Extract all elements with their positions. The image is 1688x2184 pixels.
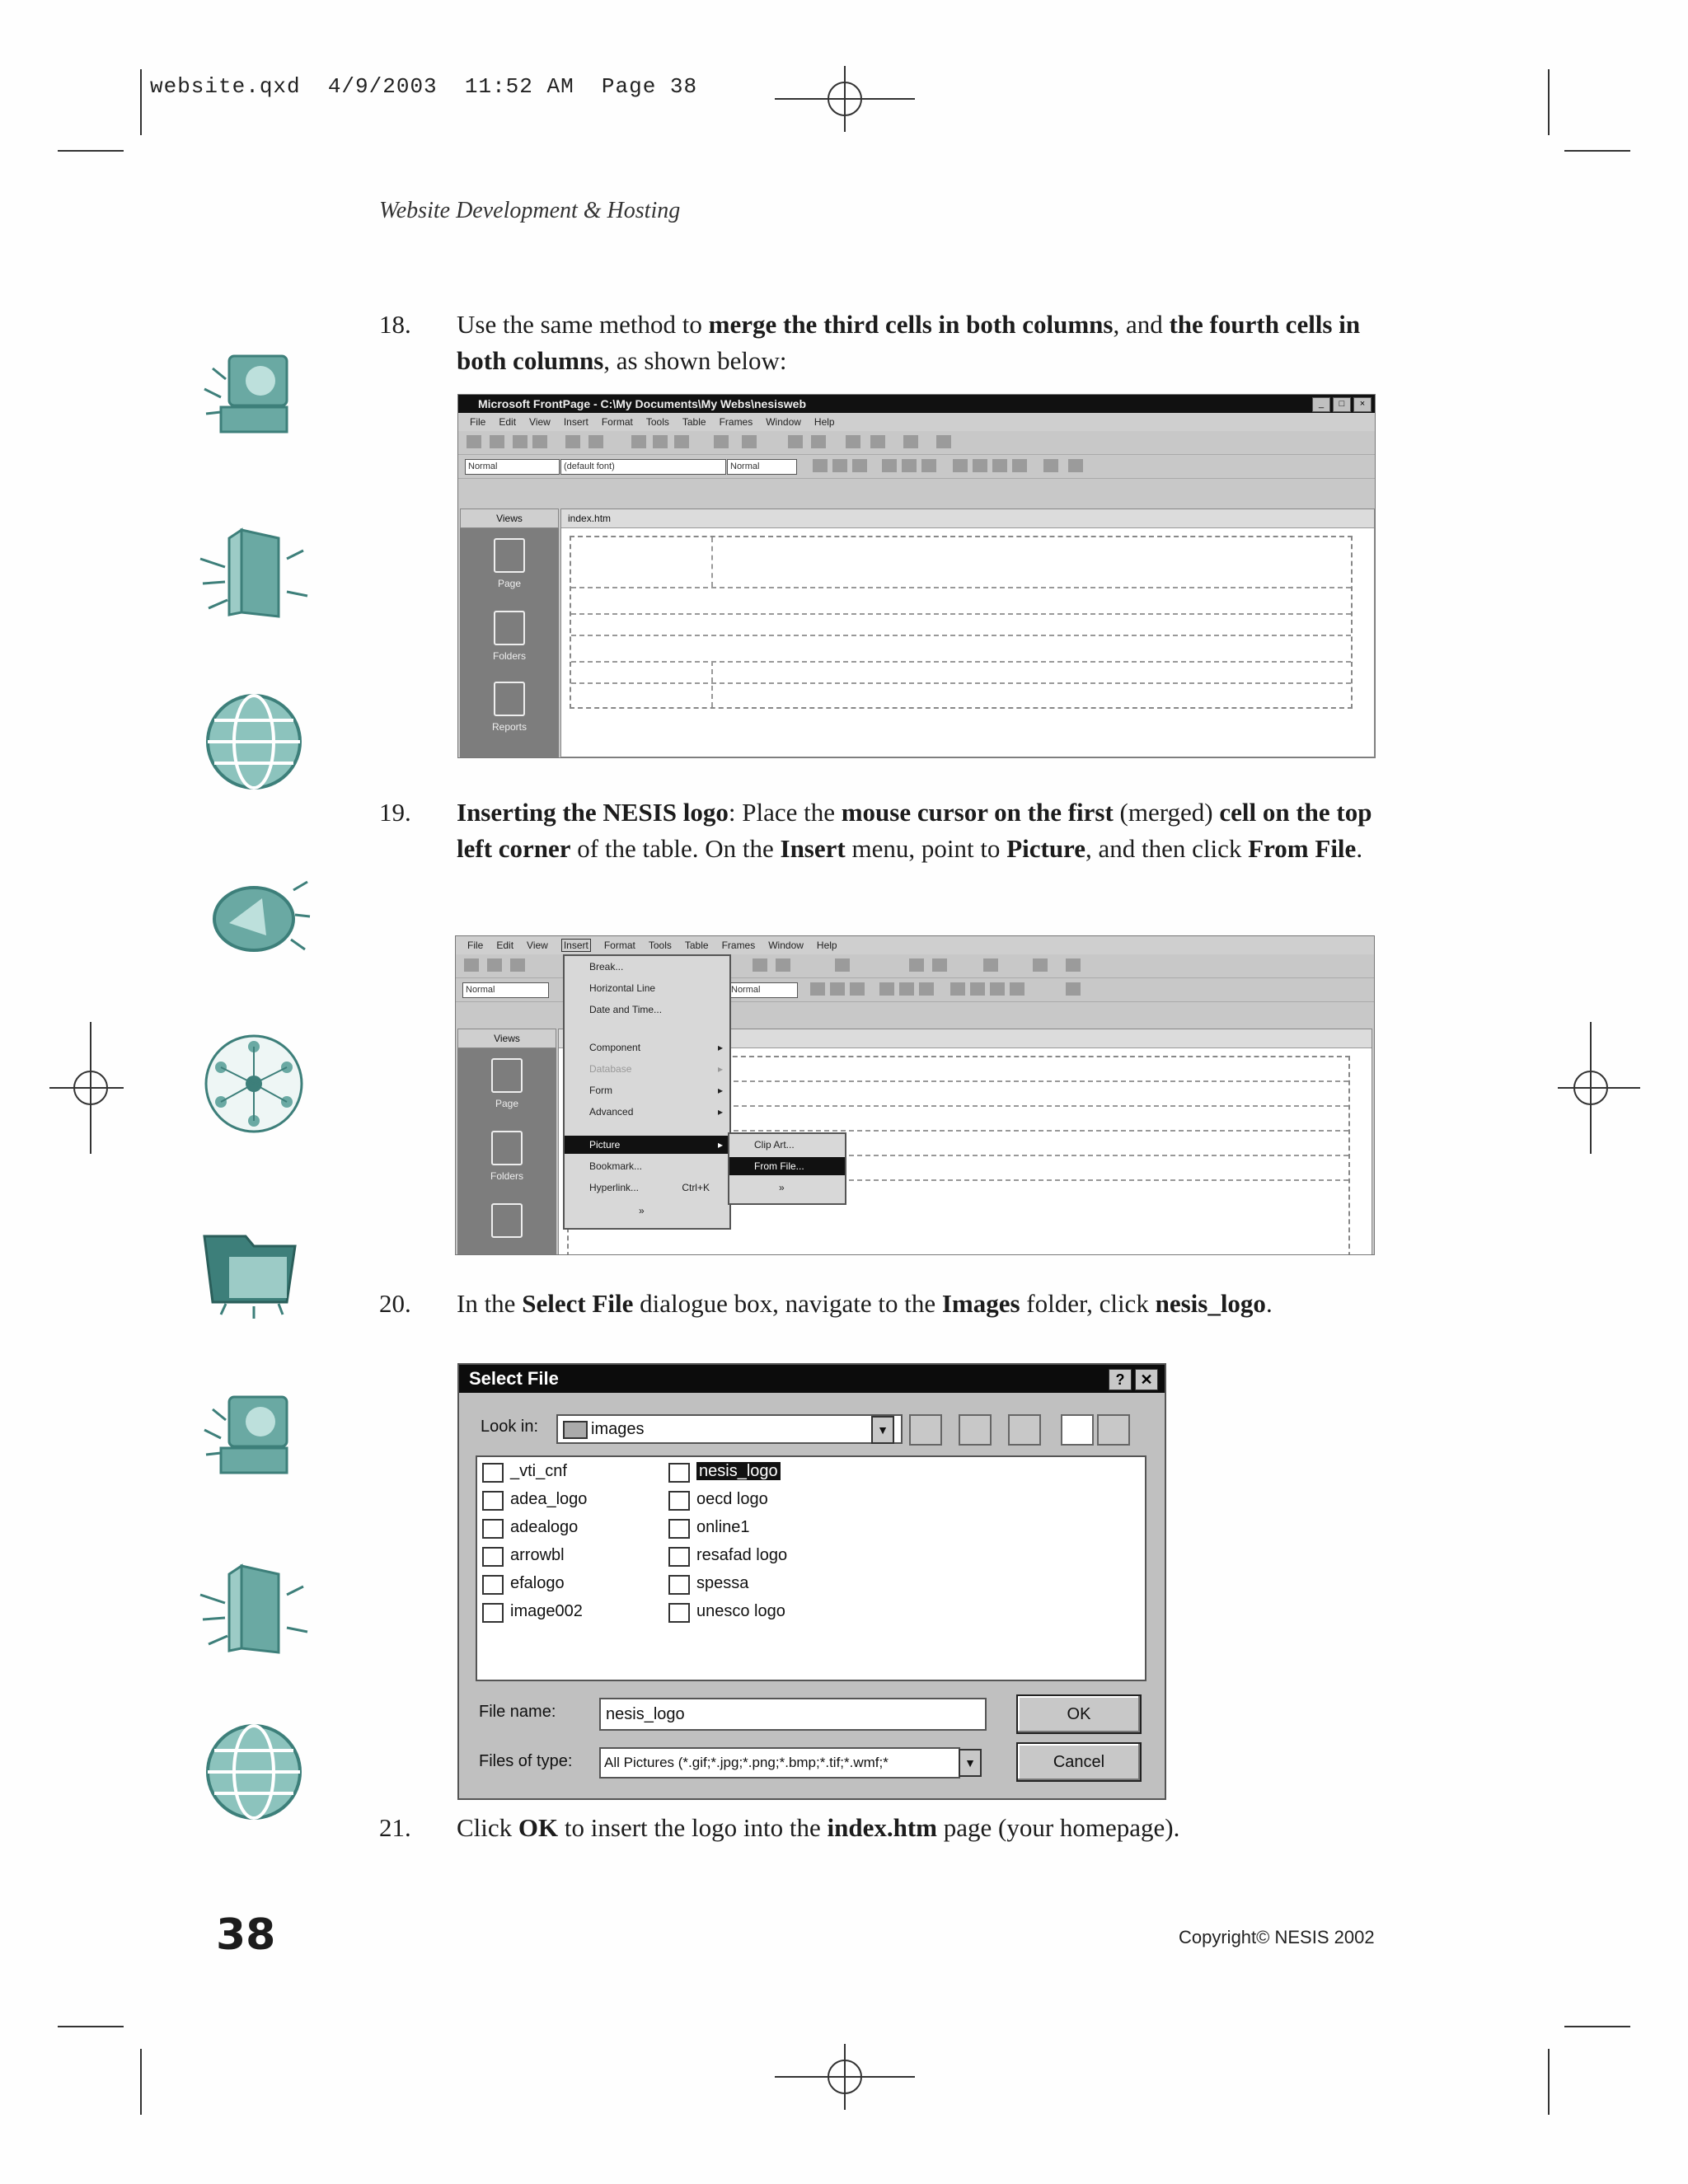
emphasis-text: Images [941,1289,1020,1318]
file-item[interactable]: online1 [667,1515,750,1540]
folder-icon [196,1212,312,1327]
step-text-run: menu, point to [845,834,1007,863]
emphasis-text: From File [1248,834,1357,863]
step-text-run: , and then click [1085,834,1249,863]
align-center-icon[interactable] [899,982,914,996]
folder-view-icon [491,1131,523,1165]
table-row-divider [571,635,1351,636]
page-view-icon [491,1058,523,1093]
outdent-icon[interactable] [992,459,1007,472]
emphasis-text: nesis_logo [1155,1289,1266,1318]
bullets-icon[interactable] [973,459,987,472]
reports-view-icon [491,1203,523,1238]
table-row-divider [571,661,1351,663]
step-text-run: : Place the [728,798,842,827]
emphasis-text: OK [518,1813,559,1842]
step-number: 19. [379,798,411,827]
size-select[interactable]: Normal [728,982,798,998]
align-right-icon[interactable] [921,459,936,472]
dropdown-arrow-icon[interactable]: ▼ [871,1416,894,1444]
step-20 [379,1286,1393,1322]
submenu-arrow-icon: ▸ [717,1085,723,1096]
doc-tab-index[interactable]: index.htm [561,509,1374,528]
menu-item-horizontal-line[interactable]: Horizontal Line [589,982,656,994]
step-18 [379,307,1393,379]
menu-item-form[interactable]: Form ▸ [565,1081,729,1099]
spelling-icon[interactable] [588,435,603,448]
dropdown-arrow-icon[interactable]: ▼ [959,1749,982,1777]
column-divider [711,661,713,707]
underline-icon[interactable] [850,982,865,996]
font-select[interactable]: (default font) [560,459,726,475]
file-item[interactable]: resafad logo [667,1543,787,1568]
list-view-icon[interactable] [1061,1414,1094,1446]
publish-icon[interactable] [532,435,547,448]
menu-help[interactable]: Help [814,416,835,428]
server-tower-icon [196,518,312,633]
file-item[interactable]: adealogo [481,1515,578,1540]
folder-view-icon [494,611,525,645]
undo-icon[interactable] [714,435,729,448]
cut-icon[interactable] [753,958,767,972]
menu-item-bookmark[interactable]: Bookmark... [589,1160,643,1172]
menu-window[interactable]: Window [766,416,801,428]
numbering-icon[interactable] [950,982,965,996]
menu-edit[interactable]: Edit [499,416,517,428]
bold-icon[interactable] [810,982,825,996]
hyperlink-icon[interactable] [846,435,860,448]
file-name-input[interactable]: nesis_logo [599,1698,987,1731]
globe-icon [196,1714,312,1830]
step-text-run: dialogue box, navigate to the [633,1289,942,1318]
image-file-icon [668,1491,690,1511]
file-item[interactable]: arrowbl [481,1543,565,1568]
step-text-run: , and [1113,310,1170,339]
image-file-icon [482,1491,504,1511]
indent-icon[interactable] [1010,982,1025,996]
menu-view[interactable]: View [529,416,551,428]
step-text-run: Use the same method to [457,310,709,339]
font-color-icon[interactable] [1068,459,1083,472]
picture-submenu [728,1132,846,1205]
views-label: Views [460,509,559,528]
submenu-arrow-icon: ▸ [717,1042,723,1053]
menu-item-database: Database ▸ [565,1060,729,1078]
file-item[interactable]: image002 [481,1599,583,1624]
new-page-icon[interactable] [467,435,481,448]
emphasis-text: mouse cursor on the first [841,798,1114,827]
crop-mark [1548,69,1550,135]
step-text-run: , as shown below: [603,346,787,375]
globe-icon [196,684,312,799]
crop-mark [1548,2049,1550,2115]
computer-icon [196,340,312,455]
table-row-divider [571,613,1351,615]
emphasis-text: Picture [1006,834,1086,863]
menu-format[interactable]: Format [601,416,633,428]
menu-window[interactable]: Window [768,940,804,951]
emphasis-text: the fourth cells in both columns [457,310,1361,375]
step-text-run: . [1356,834,1363,863]
layout-table[interactable] [570,536,1353,709]
minimize-icon[interactable]: _ [1312,397,1330,412]
running-head: Website Development & Hosting [379,198,681,223]
close-button[interactable]: ✕ [1135,1369,1158,1390]
details-view-icon[interactable] [1097,1414,1130,1446]
cut-icon[interactable] [631,435,646,448]
menu-edit[interactable]: Edit [496,940,514,951]
crop-mark [140,69,142,135]
open-icon[interactable] [490,435,504,448]
align-right-icon[interactable] [919,982,934,996]
save-icon[interactable] [513,435,528,448]
crop-mark [58,2026,124,2027]
views-bar [460,509,559,757]
new-page-icon[interactable] [464,958,479,972]
menu-item-advanced[interactable]: Advanced ▸ [565,1103,729,1121]
paste-icon[interactable] [674,435,689,448]
step-text [457,794,1393,867]
window-controls [1312,397,1372,412]
undo-icon[interactable] [835,958,850,972]
size-select[interactable]: Normal [727,459,797,475]
align-left-icon[interactable] [879,982,894,996]
image-file-icon [668,1519,690,1539]
folder-item[interactable]: _vti_cnf [481,1459,567,1483]
menu-item-date-time[interactable]: Date and Time... [589,1004,663,1015]
insert-dropdown-menu [563,954,731,1230]
menu-item-from-file[interactable]: From File... [729,1157,845,1175]
page-number: 38 [216,1910,276,1960]
submenu-arrow-icon: ▸ [717,1063,723,1075]
menu-view[interactable]: View [527,940,548,951]
step-text [457,307,1393,379]
help-icon[interactable] [1066,958,1081,972]
registration-mark-bottom [775,2044,915,2110]
step-text [457,1810,1393,1846]
open-icon[interactable] [487,958,502,972]
view-folders[interactable]: Folders [460,611,559,662]
italic-icon[interactable] [832,459,847,472]
reports-view-icon [494,682,525,716]
step-number: 18. [379,310,411,339]
crop-mark [58,150,124,152]
emphasis-text: Inserting the NESIS logo [457,798,729,827]
submenu-arrow-icon: ▸ [717,1106,723,1118]
italic-icon[interactable] [830,982,845,996]
file-name-label: File name: [479,1703,556,1721]
menu-item-picture[interactable]: Picture ▸ [565,1136,729,1154]
step-text-run: of the table. On the [570,834,781,863]
image-file-icon [668,1547,690,1567]
menu-tools[interactable]: Tools [645,416,669,428]
computer-icon [196,1380,312,1496]
show-all-icon[interactable] [1033,958,1048,972]
server-tower-icon [196,1554,312,1669]
frontpage-screenshot [457,394,1376,758]
table-row-divider [571,682,1351,684]
image-file-icon [482,1575,504,1595]
highlight-icon[interactable] [1043,459,1058,472]
menu-item-hyperlink[interactable]: Hyperlink... Ctrl+K [565,1179,729,1197]
menu-expand-arrows[interactable]: » [639,1205,645,1216]
files-of-type-label: Files of type: [479,1752,573,1770]
bold-icon[interactable] [813,459,828,472]
emphasis-text: merge the third cells in both columns [708,310,1114,339]
insert-picture-icon[interactable] [932,958,947,972]
show-all-icon[interactable] [903,435,918,448]
menu-insert[interactable]: Insert [561,939,591,952]
folder-icon [482,1463,504,1483]
bullets-icon[interactable] [970,982,985,996]
image-file-icon [668,1603,690,1623]
step-text-run: . [1265,1289,1273,1318]
view-page[interactable]: Page [457,1058,556,1109]
slug-line: website.qxd 4/9/2003 11:52 AM Page 38 [150,74,698,99]
help-button[interactable]: ? [1109,1369,1132,1390]
views-label: Views [457,1029,556,1048]
look-in-label: Look in: [481,1418,539,1436]
menu-file[interactable]: File [467,940,484,951]
satellite-dish-icon [196,857,312,972]
print-icon[interactable] [565,435,580,448]
insert-picture-icon[interactable] [811,435,826,448]
step-text-run: Click [457,1813,518,1842]
font-color-icon[interactable] [1066,982,1081,996]
step-text-run: page (your homepage). [936,1813,1180,1842]
view-reports[interactable] [457,1203,556,1243]
crop-mark [140,2049,142,2115]
files-of-type-select[interactable]: All Pictures (*.gif;*.jpg;*.png;*.bmp;*.tif;*.wmf;* [599,1747,960,1779]
menu-frames[interactable]: Frames [721,940,756,951]
file-item[interactable]: efalogo [481,1571,565,1596]
file-item[interactable]: unesco logo [667,1599,785,1624]
numbering-icon[interactable] [953,459,968,472]
step-21 [379,1810,1393,1846]
step-number: 20. [379,1289,411,1318]
refresh-icon[interactable] [870,435,885,448]
image-file-icon [668,1463,690,1483]
search-web-icon[interactable] [959,1414,992,1446]
step-text-run: to insert the logo into the [558,1813,828,1842]
menu-file[interactable]: File [470,416,486,428]
views-bar [457,1029,556,1254]
crop-mark [1564,150,1630,152]
menu-bar [458,413,1375,431]
image-file-icon [482,1547,504,1567]
redo-icon[interactable] [742,435,757,448]
emphasis-text: Select File [522,1289,634,1318]
cancel-button[interactable]: Cancel [1016,1742,1142,1782]
copy-icon[interactable] [653,435,668,448]
menu-expand-arrows[interactable]: » [779,1182,785,1193]
step-text-run: folder, click [1020,1289,1156,1318]
new-folder-icon[interactable] [1008,1414,1041,1446]
emphasis-text: Insert [780,834,846,863]
menu-table[interactable]: Table [682,416,706,428]
network-icon [196,1026,312,1141]
page-view-icon [494,538,525,573]
registration-mark-right [1558,1022,1640,1154]
save-icon[interactable] [510,958,525,972]
emphasis-text: cell on the top left corner [457,798,1372,863]
view-folders[interactable]: Folders [457,1131,556,1182]
insert-table-icon[interactable] [788,435,803,448]
menu-item-break[interactable]: Break... [589,961,624,972]
image-file-icon [668,1575,690,1595]
file-item[interactable]: adea_logo [481,1487,587,1511]
crop-mark [1564,2026,1630,2027]
step-text-run: (merged) [1113,798,1220,827]
up-folder-icon[interactable] [909,1414,942,1446]
editor-pane [560,509,1375,757]
underline-icon[interactable] [852,459,867,472]
file-list [476,1455,1146,1681]
menu-format[interactable]: Format [603,940,635,951]
step-19 [379,794,1393,867]
file-item[interactable]: spessa [667,1571,748,1596]
registration-mark-top [775,66,915,132]
align-left-icon[interactable] [882,459,897,472]
view-page[interactable]: Page [460,538,559,589]
look-in-select[interactable]: images [556,1414,903,1444]
style-select[interactable]: Normal [462,982,549,998]
menu-item-component[interactable]: Component ▸ [565,1038,729,1057]
step-text-run: In the [457,1289,523,1318]
menu-bar [456,936,1374,954]
menu-frames[interactable]: Frames [719,416,753,428]
column-divider [711,537,713,587]
select-file-dialog [457,1363,1166,1800]
insert-menu-screenshot [455,935,1375,1255]
paste-icon[interactable] [776,958,790,972]
standard-toolbar [458,431,1375,455]
window-title: Microsoft FrontPage - C:\My Documents\My Webs\nesisweb [458,395,1375,413]
menu-table[interactable]: Table [684,940,709,951]
step-text [457,1286,1393,1322]
formatting-toolbar [458,455,1375,479]
image-file-icon [482,1603,504,1623]
refresh-icon[interactable] [983,958,998,972]
view-reports[interactable]: Reports [460,682,559,733]
align-center-icon[interactable] [902,459,917,472]
folder-icon [563,1421,588,1439]
menu-item-clip-art[interactable]: Clip Art... [754,1139,795,1151]
ok-button[interactable]: OK [1016,1694,1142,1734]
submenu-arrow-icon: ▸ [717,1139,723,1151]
file-item[interactable]: oecd logo [667,1487,768,1511]
copyright-notice: Copyright© NESIS 2002 [1179,1927,1375,1947]
outdent-icon[interactable] [990,982,1005,996]
shortcut-label: Ctrl+K [682,1182,710,1193]
menu-insert[interactable]: Insert [563,416,588,428]
registration-mark-left [49,1022,124,1154]
indent-icon[interactable] [1012,459,1027,472]
close-icon[interactable]: × [1353,397,1372,412]
help-icon[interactable] [936,435,951,448]
menu-tools[interactable]: Tools [648,940,672,951]
dialog-title: Select File [459,1365,1165,1393]
file-item-selected[interactable]: nesis_logo [667,1459,781,1483]
emphasis-text: index.htm [827,1813,937,1842]
image-file-icon [482,1519,504,1539]
style-select[interactable]: Normal [465,459,560,475]
step-number: 21. [379,1813,411,1842]
menu-help[interactable]: Help [816,940,837,951]
table-row-divider [571,587,1351,588]
insert-table-icon[interactable] [909,958,924,972]
maximize-icon[interactable]: □ [1333,397,1351,412]
